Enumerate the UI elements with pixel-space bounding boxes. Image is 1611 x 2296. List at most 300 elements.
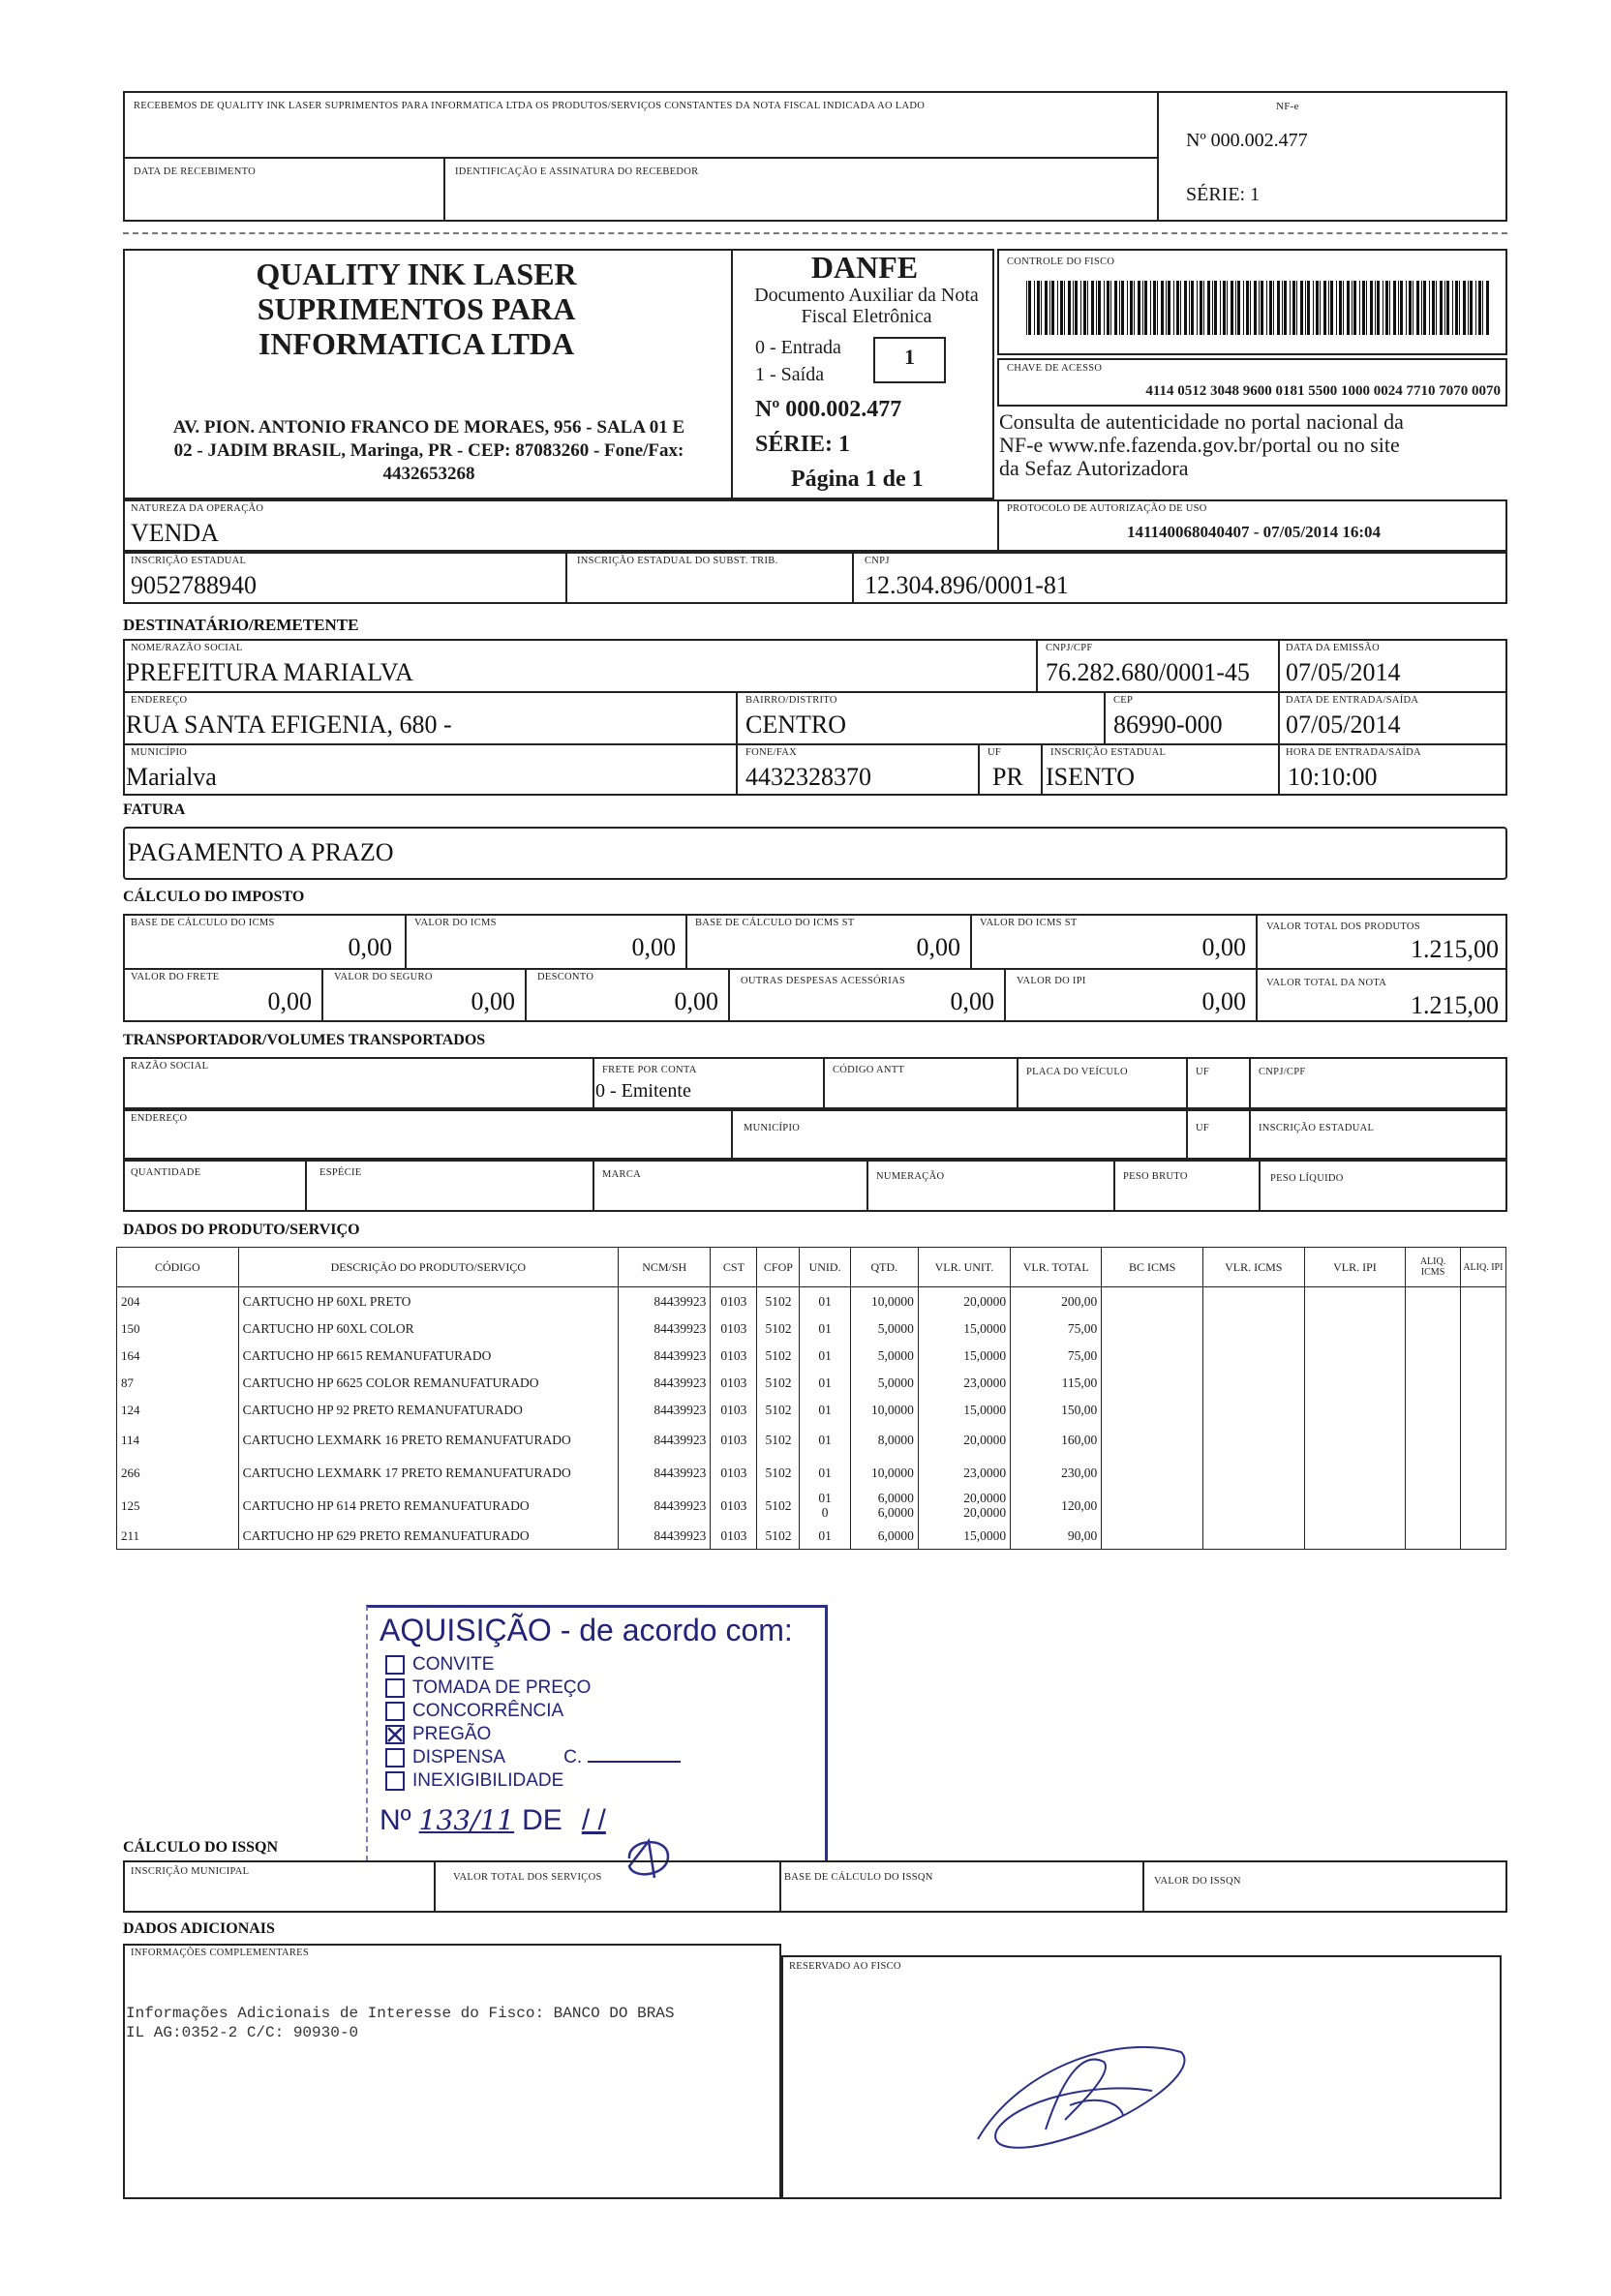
chave-value: 4114 0512 3048 9600 0181 5500 1000 0024 7710 7070 0070 bbox=[1145, 383, 1501, 399]
total-nota: 1.215,00 bbox=[1411, 991, 1499, 1019]
cell-empty bbox=[1406, 1314, 1461, 1342]
issqn-im-label: INSCRIÇÃO MUNICIPAL bbox=[131, 1866, 250, 1877]
issuer-name bbox=[174, 257, 658, 361]
barcode-bar bbox=[1168, 281, 1170, 335]
barcode-bar bbox=[1235, 281, 1236, 335]
recipient-cnpj-label: CNPJ/CPF bbox=[1046, 643, 1093, 653]
barcode-bar bbox=[1446, 281, 1449, 335]
barcode-bar bbox=[1197, 281, 1198, 335]
transp-frete-label: FRETE POR CONTA bbox=[602, 1065, 697, 1075]
signature bbox=[958, 2013, 1201, 2168]
recipient-ie-label: INSCRIÇÃO ESTADUAL bbox=[1050, 747, 1167, 758]
col-cfop: CFOP bbox=[757, 1248, 800, 1287]
barcode-bar bbox=[1352, 281, 1353, 335]
cell-empty bbox=[1460, 1342, 1505, 1369]
barcode-bar bbox=[1284, 281, 1287, 335]
barcode-bar bbox=[1421, 281, 1422, 335]
barcode-bar bbox=[1313, 281, 1314, 335]
cell-unid: 01 bbox=[800, 1423, 850, 1456]
barcode-bar bbox=[1393, 281, 1396, 335]
cell-empty bbox=[1460, 1396, 1505, 1423]
cell-codigo: 164 bbox=[117, 1342, 239, 1369]
cell-empty bbox=[1406, 1287, 1461, 1315]
barcode-bar bbox=[1121, 281, 1124, 335]
table-row bbox=[117, 1314, 1506, 1342]
col-aliq-icms: ALIQ. ICMS bbox=[1406, 1248, 1461, 1287]
transp-municipio-label: MUNICÍPIO bbox=[744, 1123, 801, 1133]
cell-cst: 0103 bbox=[711, 1287, 757, 1315]
cell-empty bbox=[1460, 1287, 1505, 1315]
barcode-bar bbox=[1266, 281, 1267, 335]
stamp-options bbox=[385, 1653, 681, 1793]
barcode-bar bbox=[1316, 281, 1319, 335]
cell-desc: CARTUCHO HP 60XL PRETO bbox=[238, 1287, 619, 1315]
products-section-title: DADOS DO PRODUTO/SERVIÇO bbox=[123, 1222, 360, 1238]
cell-empty bbox=[1406, 1396, 1461, 1423]
cell-empty bbox=[1202, 1342, 1304, 1369]
ipi: 0,00 bbox=[1201, 987, 1246, 1015]
danfe-subtitle-line-1: Documento Auxiliar da Nota bbox=[754, 285, 979, 306]
barcode-bar bbox=[1150, 281, 1151, 335]
barcode-bar bbox=[1087, 281, 1088, 335]
checkbox-icon bbox=[385, 1748, 405, 1767]
cell-desc: CARTUCHO HP 6615 REMANUFATURADO bbox=[238, 1342, 619, 1369]
barcode-bar bbox=[1119, 281, 1120, 335]
issqn-box bbox=[123, 1860, 1507, 1913]
danfe-entrada: 0 - Entrada bbox=[755, 337, 841, 358]
barcode-bar bbox=[1440, 281, 1443, 335]
stamp-numero-row: Nº 133/11 DE / / bbox=[380, 1804, 606, 1836]
cell-empty bbox=[1304, 1396, 1406, 1423]
cell-empty bbox=[1304, 1423, 1406, 1456]
consulta-line-2: NF-e www.nfe.fazenda.gov.br/portal ou no site bbox=[999, 433, 1400, 457]
danfe-number: Nº 000.002.477 bbox=[755, 397, 902, 422]
total-produtos: 1.215,00 bbox=[1411, 935, 1499, 963]
cell-empty bbox=[1102, 1423, 1203, 1456]
checkbox-icon bbox=[385, 1678, 405, 1698]
barcode-bar bbox=[1057, 281, 1058, 335]
cell-total: 230,00 bbox=[1011, 1456, 1102, 1489]
cell-ncm: 84439923 bbox=[619, 1456, 711, 1489]
table-row bbox=[117, 1287, 1506, 1315]
barcode-bar bbox=[1223, 281, 1226, 335]
barcode-bar bbox=[1320, 281, 1321, 335]
barcode-bar bbox=[1330, 281, 1333, 335]
barcode-bar bbox=[1254, 281, 1257, 335]
cell-empty bbox=[1304, 1314, 1406, 1342]
outras-label: OUTRAS DESPESAS ACESSÓRIAS bbox=[741, 976, 906, 986]
base-icms-label: BASE DE CÁLCULO DO ICMS bbox=[131, 918, 275, 928]
barcode-bar bbox=[1161, 281, 1164, 335]
barcode-bar bbox=[1189, 281, 1190, 335]
receipt-sign-label: IDENTIFICAÇÃO E ASSINATURA DO RECEBEDOR bbox=[455, 166, 699, 177]
barcode-bar bbox=[1110, 281, 1111, 335]
barcode-bar bbox=[1075, 281, 1078, 335]
cell-cst: 0103 bbox=[711, 1342, 757, 1369]
barcode-bar bbox=[1292, 281, 1295, 335]
barcode-bar bbox=[1098, 281, 1101, 335]
barcode-bar bbox=[1452, 281, 1453, 335]
barcode-bar bbox=[1362, 281, 1365, 335]
recipient-fone: 4432328370 bbox=[745, 763, 871, 791]
total-nota-label: VALOR TOTAL DA NOTA bbox=[1266, 978, 1387, 988]
cell-cst: 0103 bbox=[711, 1522, 757, 1550]
recipient-emissao-label: DATA DA EMISSÃO bbox=[1286, 643, 1381, 653]
barcode-bar bbox=[1142, 281, 1143, 335]
info-line-1: Informações Adicionais de Interesse do Fisco: BANCO DO BRAS bbox=[126, 2005, 675, 2022]
cell-cfop: 5102 bbox=[757, 1489, 800, 1522]
cell-empty bbox=[1202, 1456, 1304, 1489]
barcode-bar bbox=[1290, 281, 1291, 335]
cell-empty bbox=[1202, 1489, 1304, 1522]
cnpj-label: CNPJ bbox=[865, 556, 890, 566]
reservado-label: RESERVADO AO FISCO bbox=[789, 1961, 901, 1972]
barcode-bar bbox=[1191, 281, 1194, 335]
stamp-option-tomada: TOMADA DE PREÇO bbox=[385, 1677, 681, 1700]
barcode-bar bbox=[1273, 281, 1274, 335]
col-unid: UNID. bbox=[800, 1248, 850, 1287]
cell-cfop: 5102 bbox=[757, 1396, 800, 1423]
cell-cfop: 5102 bbox=[757, 1456, 800, 1489]
frete: 0,00 bbox=[267, 987, 312, 1015]
transp-placa-label: PLACA DO VEÍCULO bbox=[1026, 1067, 1128, 1077]
col-cst: CST bbox=[711, 1248, 757, 1287]
cell-cst: 0103 bbox=[711, 1396, 757, 1423]
cell-qtd: 5,0000 bbox=[850, 1314, 918, 1342]
cell-empty bbox=[1406, 1489, 1461, 1522]
barcode-bar bbox=[1432, 281, 1435, 335]
barcode bbox=[1026, 281, 1491, 335]
barcode-bar bbox=[1212, 281, 1213, 335]
cell-desc: CARTUCHO HP 629 PRETO REMANUFATURADO bbox=[238, 1522, 619, 1550]
transport-box-1 bbox=[123, 1057, 1507, 1109]
col-descricao: DESCRIÇÃO DO PRODUTO/SERVIÇO bbox=[238, 1248, 619, 1287]
barcode-bar bbox=[1328, 281, 1329, 335]
adicionais-section-title: DADOS ADICIONAIS bbox=[123, 1920, 275, 1937]
cell-ncm: 84439923 bbox=[619, 1423, 711, 1456]
barcode-bar bbox=[1296, 281, 1297, 335]
cell-cfop: 5102 bbox=[757, 1314, 800, 1342]
cell-empty bbox=[1102, 1456, 1203, 1489]
recipient-cnpj: 76.282.680/0001-45 bbox=[1046, 658, 1250, 686]
cell-qtd: 10,0000 bbox=[850, 1287, 918, 1315]
stamp-option-concorrencia: CONCORRÊNCIA bbox=[385, 1700, 681, 1723]
cell-empty bbox=[1202, 1423, 1304, 1456]
barcode-bar bbox=[1359, 281, 1360, 335]
info-line-2: IL AG:0352-2 C/C: 90930-0 bbox=[126, 2024, 359, 2041]
transp-uf2-label: UF bbox=[1196, 1123, 1210, 1133]
cell-cst: 0103 bbox=[711, 1369, 757, 1396]
barcode-bar bbox=[1470, 281, 1473, 335]
cell-empty bbox=[1304, 1489, 1406, 1522]
barcode-bar bbox=[1091, 281, 1094, 335]
cell-total: 150,00 bbox=[1011, 1396, 1102, 1423]
barcode-bar bbox=[1486, 281, 1489, 335]
cell-desc: CARTUCHO HP 6625 COLOR REMANUFATURADO bbox=[238, 1369, 619, 1396]
consulta-line-1: Consulta de autenticidade no portal nacional da bbox=[999, 409, 1404, 434]
cell-ncm: 84439923 bbox=[619, 1342, 711, 1369]
barcode-bar bbox=[1173, 281, 1174, 335]
danfe-title: DANFE bbox=[810, 250, 919, 285]
barcode-bar bbox=[1127, 281, 1128, 335]
transport-section-title: TRANSPORTADOR/VOLUMES TRANSPORTADOS bbox=[123, 1032, 486, 1048]
natureza-label: NATUREZA DA OPERAÇÃO bbox=[131, 503, 264, 514]
barcode-bar bbox=[1134, 281, 1135, 335]
cell-empty bbox=[1406, 1456, 1461, 1489]
cell-empty bbox=[1102, 1522, 1203, 1550]
cell-qtd: 5,0000 bbox=[850, 1369, 918, 1396]
col-vlr-unit: VLR. UNIT. bbox=[918, 1248, 1010, 1287]
cell-unit: 15,0000 bbox=[918, 1342, 1010, 1369]
seguro: 0,00 bbox=[471, 987, 515, 1015]
barcode-bar bbox=[1246, 281, 1249, 335]
barcode-bar bbox=[1259, 281, 1260, 335]
cell-unid: 01 bbox=[800, 1522, 850, 1550]
barcode-bar bbox=[1060, 281, 1063, 335]
issuer-address-line-1: AV. PION. ANTONIO FRANCO DE MORAES, 956 - SALA 01 E bbox=[172, 417, 685, 438]
recipient-bairro-label: BAIRRO/DISTRITO bbox=[745, 695, 837, 706]
barcode-bar bbox=[1429, 281, 1430, 335]
transp-ie-label: INSCRIÇÃO ESTADUAL bbox=[1259, 1123, 1375, 1133]
barcode-bar bbox=[1282, 281, 1283, 335]
recipient-hora-label: HORA DE ENTRADA/SAÍDA bbox=[1286, 747, 1421, 758]
barcode-bar bbox=[1261, 281, 1263, 335]
barcode-bar bbox=[1073, 281, 1074, 335]
barcode-bar bbox=[1138, 281, 1140, 335]
cell-cst: 0103 bbox=[711, 1456, 757, 1489]
checkbox-icon bbox=[385, 1771, 405, 1791]
barcode-bar bbox=[1305, 281, 1306, 335]
cell-codigo: 125 bbox=[117, 1489, 239, 1522]
stamp-option-inexigibilidade: INEXIGIBILIDADE bbox=[385, 1769, 681, 1793]
barcode-bar bbox=[1416, 281, 1419, 335]
base-icms: 0,00 bbox=[348, 933, 392, 961]
outras: 0,00 bbox=[950, 987, 994, 1015]
cell-codigo: 204 bbox=[117, 1287, 239, 1315]
barcode-bar bbox=[1037, 281, 1040, 335]
total-produtos-label: VALOR TOTAL DOS PRODUTOS bbox=[1266, 921, 1420, 932]
cell-ncm: 84439923 bbox=[619, 1287, 711, 1315]
cell-unid: 01 0 bbox=[800, 1489, 850, 1522]
barcode-bar bbox=[1028, 281, 1031, 335]
cell-empty bbox=[1202, 1396, 1304, 1423]
natureza-value: VENDA bbox=[131, 519, 219, 547]
barcode-bar bbox=[1423, 281, 1426, 335]
barcode-bar bbox=[1300, 281, 1303, 335]
checkbox-icon bbox=[385, 1655, 405, 1675]
table-row bbox=[117, 1396, 1506, 1423]
desconto: 0,00 bbox=[674, 987, 718, 1015]
chave-label: CHAVE DE ACESSO bbox=[1007, 363, 1103, 374]
barcode-bar bbox=[1343, 281, 1344, 335]
cell-unid: 01 bbox=[800, 1456, 850, 1489]
ie-value: 9052788940 bbox=[131, 571, 257, 599]
cell-empty bbox=[1460, 1314, 1505, 1342]
recipient-saida: 07/05/2014 bbox=[1286, 710, 1401, 739]
cell-cfop: 5102 bbox=[757, 1522, 800, 1550]
issuer-name-line-2: SUPRIMENTOS PARA bbox=[257, 291, 576, 326]
barcode-bar bbox=[1323, 281, 1326, 335]
transp-marca-label: MARCA bbox=[602, 1169, 642, 1180]
cell-codigo: 124 bbox=[117, 1396, 239, 1423]
cell-total: 90,00 bbox=[1011, 1522, 1102, 1550]
ie-label: INSCRIÇÃO ESTADUAL bbox=[131, 556, 247, 566]
transport-box-2 bbox=[123, 1109, 1507, 1160]
table-row bbox=[117, 1522, 1506, 1550]
cell-cfop: 5102 bbox=[757, 1369, 800, 1396]
cell-unid: 01 bbox=[800, 1287, 850, 1315]
base-st: 0,00 bbox=[916, 933, 960, 961]
cell-empty bbox=[1460, 1489, 1505, 1522]
cell-qtd: 10,0000 bbox=[850, 1456, 918, 1489]
stamp-option-convite: CONVITE bbox=[385, 1653, 681, 1677]
table-row bbox=[117, 1369, 1506, 1396]
recipient-cep: 86990-000 bbox=[1113, 710, 1223, 739]
table-row bbox=[117, 1423, 1506, 1456]
barcode-bar bbox=[1200, 281, 1202, 335]
desconto-label: DESCONTO bbox=[537, 972, 594, 982]
cell-unit: 15,0000 bbox=[918, 1396, 1010, 1423]
cell-cst: 0103 bbox=[711, 1314, 757, 1342]
cell-empty bbox=[1102, 1314, 1203, 1342]
recipient-municipio: Marialva bbox=[126, 763, 217, 791]
cell-desc: CARTUCHO HP 60XL COLOR bbox=[238, 1314, 619, 1342]
recipient-bairro: CENTRO bbox=[745, 710, 846, 739]
barcode-bar bbox=[1203, 281, 1204, 335]
barcode-bar bbox=[1157, 281, 1158, 335]
cnpj-value: 12.304.896/0001-81 bbox=[865, 571, 1069, 599]
cell-total: 115,00 bbox=[1011, 1369, 1102, 1396]
cell-unit: 23,0000 bbox=[918, 1369, 1010, 1396]
cell-total: 200,00 bbox=[1011, 1287, 1102, 1315]
col-vlr-ipi: VLR. IPI bbox=[1304, 1248, 1406, 1287]
ie-box bbox=[123, 552, 1507, 604]
barcode-bar bbox=[1130, 281, 1133, 335]
fatura-section-title: FATURA bbox=[123, 801, 186, 818]
transp-cnpj-label: CNPJ/CPF bbox=[1259, 1067, 1306, 1077]
barcode-bar bbox=[1080, 281, 1081, 335]
barcode-bar bbox=[1104, 281, 1105, 335]
cell-desc: CARTUCHO LEXMARK 16 PRETO REMANUFATURADO bbox=[238, 1423, 619, 1456]
barcode-bar bbox=[1444, 281, 1445, 335]
base-st-label: BASE DE CÁLCULO DO ICMS ST bbox=[695, 918, 855, 928]
transp-frete: 0 - Emitente bbox=[595, 1080, 691, 1102]
barcode-bar bbox=[1026, 281, 1027, 335]
cell-ncm: 84439923 bbox=[619, 1489, 711, 1522]
transp-razao-label: RAZÃO SOCIAL bbox=[131, 1061, 209, 1072]
col-bc-icms: BC ICMS bbox=[1102, 1248, 1203, 1287]
barcode-bar bbox=[1475, 281, 1476, 335]
barcode-bar bbox=[1400, 281, 1403, 335]
cell-codigo: 87 bbox=[117, 1369, 239, 1396]
barcode-bar bbox=[1406, 281, 1407, 335]
cell-empty bbox=[1406, 1369, 1461, 1396]
products-table bbox=[116, 1247, 1506, 1550]
issuer-address-line-2: 02 - JADIM BRASIL, Maringa, PR - CEP: 87083260 - Fone/Fax: bbox=[173, 440, 684, 461]
products-header-row bbox=[117, 1248, 1506, 1287]
barcode-bar bbox=[1220, 281, 1221, 335]
cell-unit: 15,0000 bbox=[918, 1522, 1010, 1550]
barcode-bar bbox=[1347, 281, 1350, 335]
cell-empty bbox=[1202, 1314, 1304, 1342]
barcode-bar bbox=[1243, 281, 1244, 335]
barcode-bar bbox=[1096, 281, 1097, 335]
recipient-section-title: DESTINATÁRIO/REMETENTE bbox=[123, 616, 359, 634]
consulta-line-3: da Sefaz Autorizadora bbox=[999, 456, 1189, 480]
cell-cfop: 5102 bbox=[757, 1342, 800, 1369]
cell-total: 160,00 bbox=[1011, 1423, 1102, 1456]
recipient-uf-label: UF bbox=[988, 747, 1002, 758]
barcode-bar bbox=[1144, 281, 1147, 335]
table-row bbox=[117, 1456, 1506, 1489]
recipient-uf: PR bbox=[992, 763, 1023, 791]
ipi-label: VALOR DO IPI bbox=[1017, 976, 1086, 986]
barcode-bar bbox=[1389, 281, 1390, 335]
col-aliq-ipi: ALIQ. IPI bbox=[1460, 1248, 1505, 1287]
cell-empty bbox=[1304, 1456, 1406, 1489]
cell-unit: 20,0000 20,0000 bbox=[918, 1489, 1010, 1522]
cell-cst: 0103 bbox=[711, 1423, 757, 1456]
barcode-bar bbox=[1459, 281, 1460, 335]
cell-ncm: 84439923 bbox=[619, 1369, 711, 1396]
transp-qtd-label: QUANTIDADE bbox=[131, 1167, 201, 1178]
recipient-name-label: NOME/RAZÃO SOCIAL bbox=[131, 643, 243, 653]
barcode-bar bbox=[1339, 281, 1342, 335]
barcode-bar bbox=[1336, 281, 1337, 335]
barcode-bar bbox=[1377, 281, 1380, 335]
cell-empty bbox=[1460, 1369, 1505, 1396]
recipient-municipio-label: MUNICÍPIO bbox=[131, 747, 188, 758]
barcode-bar bbox=[1207, 281, 1210, 335]
transp-antt-label: CÓDIGO ANTT bbox=[833, 1065, 905, 1075]
receipt-serie: SÉRIE: 1 bbox=[1186, 184, 1261, 205]
cell-empty bbox=[1202, 1522, 1304, 1550]
protocolo-value: 141140068040407 - 07/05/2014 16:04 bbox=[1126, 523, 1382, 541]
cell-unid: 01 bbox=[800, 1342, 850, 1369]
ie-st-label: INSCRIÇÃO ESTADUAL DO SUBST. TRIB. bbox=[577, 556, 778, 566]
cell-cfop: 5102 bbox=[757, 1287, 800, 1315]
consulta-text bbox=[999, 410, 1507, 480]
cell-empty bbox=[1304, 1342, 1406, 1369]
cell-ncm: 84439923 bbox=[619, 1314, 711, 1342]
issqn-section-title: CÁLCULO DO ISSQN bbox=[123, 1839, 279, 1856]
cell-desc: CARTUCHO LEXMARK 17 PRETO REMANUFATURADO bbox=[238, 1456, 619, 1489]
fisco-control-label: CONTROLE DO FISCO bbox=[1007, 257, 1115, 267]
cell-unit: 20,0000 bbox=[918, 1423, 1010, 1456]
barcode-bar bbox=[1034, 281, 1035, 335]
transp-uf-label: UF bbox=[1196, 1067, 1210, 1077]
barcode-bar bbox=[1468, 281, 1469, 335]
seguro-label: VALOR DO SEGURO bbox=[334, 972, 433, 982]
cell-empty bbox=[1202, 1287, 1304, 1315]
transp-endereco-label: ENDEREÇO bbox=[131, 1113, 188, 1124]
cell-cst: 0103 bbox=[711, 1489, 757, 1522]
cell-cfop: 5102 bbox=[757, 1423, 800, 1456]
barcode-bar bbox=[1250, 281, 1251, 335]
barcode-bar bbox=[1478, 281, 1481, 335]
receipt-date-label: DATA DE RECEBIMENTO bbox=[134, 166, 256, 177]
barcode-bar bbox=[1385, 281, 1388, 335]
cell-desc: CARTUCHO HP 614 PRETO REMANUFATURADO bbox=[238, 1489, 619, 1522]
barcode-bar bbox=[1227, 281, 1228, 335]
cell-empty bbox=[1102, 1342, 1203, 1369]
cell-empty bbox=[1102, 1489, 1203, 1522]
barcode-bar bbox=[1045, 281, 1048, 335]
recipient-name: PREFEITURA MARIALVA bbox=[126, 658, 413, 686]
cell-empty bbox=[1304, 1369, 1406, 1396]
barcode-bar bbox=[1375, 281, 1376, 335]
barcode-bar bbox=[1277, 281, 1280, 335]
